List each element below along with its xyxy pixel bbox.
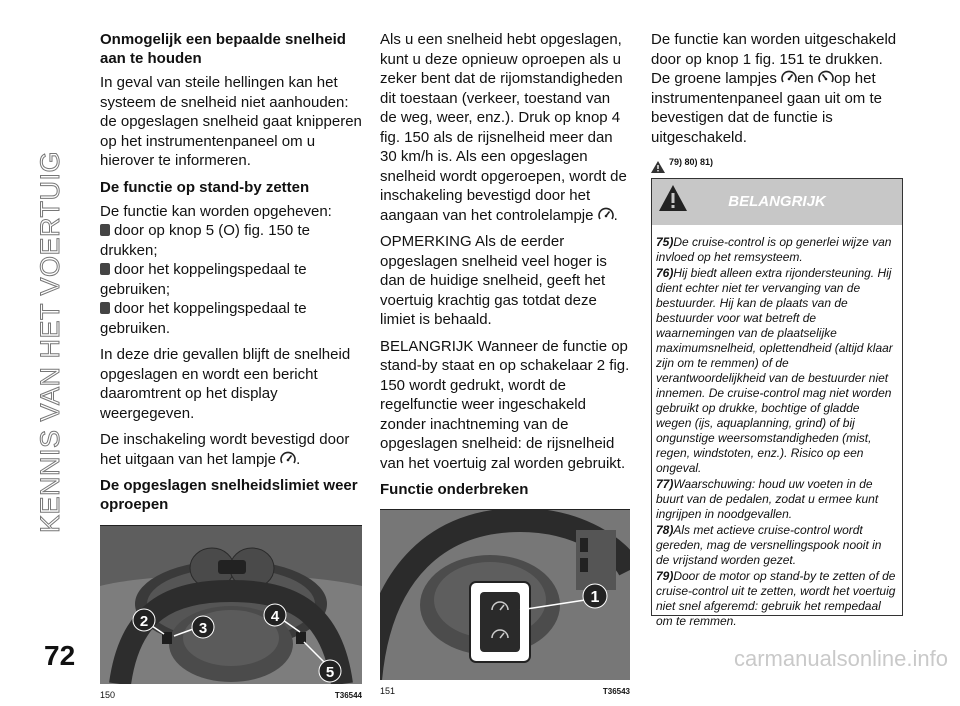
section-side-title: KENNIS VAN HET VOERTUIG — [35, 150, 65, 534]
callout-3: 3 — [198, 620, 208, 637]
paragraph-steep-slopes: In geval van steile hellingen kan het systeem de snelheid niet aanhouden: de opgeslagen snelheid gaat knipperen op het instrumentenpaneel om u hierover te informeren. — [100, 74, 362, 169]
warning-item: 78)Als met actieve cruise-control wordt gereden, mag de versnellingspook nooit in de vrijstand worden gezet. — [656, 523, 882, 567]
warning-item: 75)De cruise-control is op generlei wijze van invloed op het remsysteem. — [656, 235, 892, 264]
heading-constant-speed: Onmogelijk een bepaalde snelheid aan te houden — [100, 31, 346, 67]
figure-number: 151 — [380, 686, 396, 696]
figure-code: T36544 — [334, 691, 362, 700]
heading-recall-speed: De opgeslagen snelheidslimiet weer oproepen — [100, 477, 358, 513]
paragraph-cancel-intro: De functie kan worden opgeheven: — [100, 202, 332, 220]
warning-references: 79) 80) 81) — [651, 153, 903, 173]
speed-limiter-lamp-icon — [818, 70, 834, 84]
figure-150-caption — [100, 686, 362, 706]
column-2 — [380, 30, 630, 702]
heading-interrupt: Functie onderbreken — [380, 481, 529, 498]
heading-standby: De functie op stand-by zetten — [100, 178, 310, 196]
checkbox-bullet-icon — [100, 263, 110, 275]
warning-item: 77)Waarschuwing: houd uw voeten in de buurt van de pedalen, zodat u ermee kunt ingrijpen in noodgevallen. — [656, 477, 879, 521]
figure-code: T36543 — [602, 687, 630, 696]
warning-body — [652, 225, 902, 629]
warning-item: 79)Door de motor op stand-by te zetten of de cruise-control uit te zetten, wordt het voertuig niet snel afgeremd: gebruik het rempedaal om te remmen. — [656, 569, 896, 628]
warning-box — [651, 178, 903, 628]
figure-151 — [380, 509, 630, 702]
figure-151-caption — [380, 682, 630, 702]
checkbox-bullet-icon — [100, 224, 110, 236]
bullet-item: door op knop 5 (O) fig. 150 te drukken; — [100, 222, 310, 259]
warning-title: BELANGRIJK — [728, 193, 826, 210]
callout-4: 4 — [270, 608, 280, 625]
warning-triangle-icon — [651, 161, 665, 173]
checkbox-bullet-icon — [100, 302, 110, 314]
bullet-item: door het koppelingspedaal te gebruiken. — [100, 300, 307, 337]
callout-2: 2 — [139, 613, 149, 630]
bullet-item: door het koppelingspedaal te gebruiken; — [100, 261, 307, 298]
watermark: carmanualsonline.info — [733, 646, 948, 671]
paragraph-important: BELANGRIJK Wanneer de functie op stand-by staat en op schakelaar 2 fig. 150 wordt gedrukt, wordt de regelfunctie weer ingeschakeld zonder inachtneming van de opgeslagen snelheid: de rijsnelheid van het voertuig zal worden gebruikt. — [380, 337, 630, 472]
dashboard-switch-illustration — [380, 510, 630, 680]
warning-header — [652, 179, 902, 225]
paragraph-confirm-lamp: De inschakeling wordt bevestigd door het uitgaan van het lampje . — [100, 431, 350, 468]
column-1 — [100, 30, 362, 706]
paragraph-stored-speed: In deze drie gevallen blijft de snelheid opgeslagen en wordt een bericht daaromtrent op het display weergegeven. — [100, 346, 351, 422]
figure-number: 150 — [100, 690, 116, 700]
page-number: 72 — [44, 640, 76, 671]
warning-item: 76)Hij biedt alleen extra rijondersteuning. Hij dient echter niet ter vervanging van de bestuurder. Hij kan de plaats van de bestuurder voor wat betreft de waarnemingen van de plaatselijke maximumsnelheid, oplettendheid (altijd klaar zijn om te remmen) of de verantwoordelijkheid van de bestuurder niet innemen. De cruise-control mag niet worden gebruikt op drukke, bochtige of gladde wegen (ijs, aquaplanning, grind) of bij ongunstige weersomstandigheden (mist, regen, windstoten, enz.). Risico op een ongeval. — [656, 266, 893, 475]
callout-1: 1 — [590, 589, 600, 606]
figure-150 — [100, 525, 362, 706]
paragraph-recall: Als u een snelheid hebt opgeslagen, kunt u deze opnieuw oproepen als u zeker bent dat de rijomstandigheden dit toestaan (verkeer, toestand van de weg, weer, enz.). Druk op knop 4 fig. 150 als de rijsnelheid meer dan 30 km/h is. Als een opgeslagen snelheid wordt opgeroepen, wordt de inschakeling bevestigd door het aangaan van het controlelampje . — [380, 31, 627, 224]
cruise-control-lamp-icon — [598, 207, 614, 221]
cruise-control-lamp-icon — [781, 70, 797, 84]
callout-5: 5 — [325, 664, 335, 681]
paragraph-disable: De functie kan worden uitgeschakeld door op knop 1 fig. 151 te drukken. De groene lampjes en op het instrumentenpaneel gaan uit om te bevestigen dat de functie is uitgeschakeld. — [651, 31, 897, 146]
steering-wheel-illustration — [100, 526, 362, 684]
cruise-control-lamp-icon — [280, 451, 296, 465]
column-3 — [651, 30, 903, 173]
paragraph-note: OPMERKING Als de eerder opgeslagen snelheid veel hoger is dan de huidige snelheid, geeft het voertuig krachtig gas totdat deze limiet is behaald. — [380, 233, 607, 328]
